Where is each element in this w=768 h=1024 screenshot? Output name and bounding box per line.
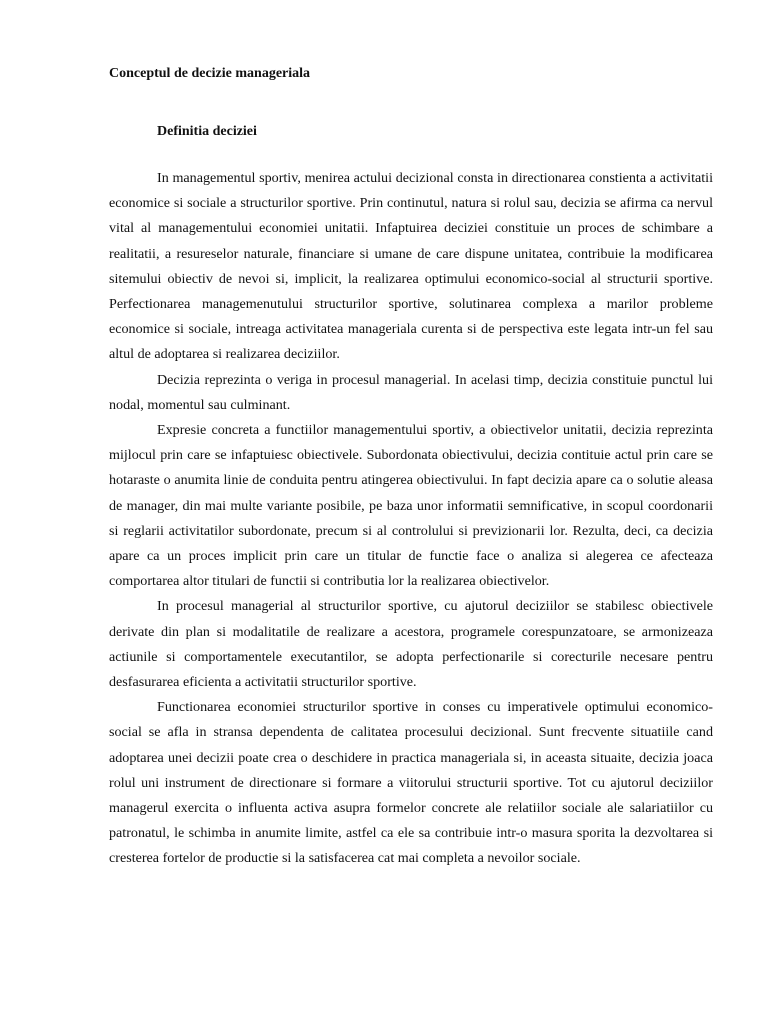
section-heading: Definitia deciziei — [157, 124, 257, 139]
paragraph: Expresie concreta a functiilor managementului sportiv, a obiectivelor unitatii, decizia reprezinta mijlocul prin care se infaptuiesc obiectivele. Subordonata obiectivului, decizia contituie actul prin care se hotaraste o anumita linie de conduita pentru atingerea obiectivului. In fapt decizia apare ca o solutie aleasa de manager, din mai multe variante posibile, pe baza unor informatii semnificative, in scopul coordonarii si reglarii activitatilor subordonate, precum si al controlului si previzionarii lor. Rezulta, deci, ca decizia apare ca un proces implicit prin care un titular de functie face o analiza si alegerea ce afecteaza comportarea altor titulari de functii si contributia lor la realizarea obiectivelor. — [109, 422, 713, 590]
paragraph: Functionarea economiei structurilor sportive in conses cu imperativele optimului economico-social se afla in stransa dependenta de calitatea procesului decizional. Sunt frecvente situatiile cand adoptarea unei decizii poate crea o deschidere in practica manageriala si, in aceasta situaite, decizia joaca rolul uni instrument de directionare si formare a viitorului structurii sportive. Tot cu ajutorul deciziilor managerul exercita o influenta activa asupra formelor concrete ale relatiilor sociale ale salariatiilor cu patronatul, le schimba in anumite limite, astfel ca ele sa contribuie intr-o masura sporita la dezvoltarea si cresterea fortelor de productie si la satisfacerea cat mai completa a nevoilor sociale. — [109, 699, 713, 867]
document-title: Conceptul de decizie manageriala — [109, 66, 311, 81]
paragraph: In managementul sportiv, menirea actului decizional consta in directionarea constienta a activitatii economice si sociale a structurilor sportive. Prin continutul, natura si rolul sau, decizia se afirma ca nervul vital al managementului economiei unitatii. Infaptuirea deciziei constituie un proces de schimbare a realitatii, a resureselor naturale, financiare si umane de care dispune unitatea, contribuie la modificarea sitemului obiectiv de nevoi si, implicit, la realizarea optimului economico-social al structurii sportive. Perfectionarea managemenutului structurilor sportive, solutinarea complexa a marilor probleme economice si sociale, intreaga activitatea manageriala curenta si de perspectiva este legata intr-un fel sau altul de adoptarea si realizarea deciziilor. — [109, 170, 713, 363]
paragraph: Decizia reprezinta o veriga in procesul managerial. In acelasi timp, decizia constituie punctul lui nodal, momentul sau culminant. — [109, 371, 713, 413]
document-body — [109, 166, 713, 872]
paragraph: In procesul managerial al structurilor sportive, cu ajutorul deciziilor se stabilesc obiectivele derivate din plan si modalitatile de realizare a acestora, programele corespunzatoare, se armonizeaza actiunile si comportamentele executantilor, se adopta perfectionarile si corecturile necesare pentru desfasurarea eficienta a activitatii structurilor sportive. — [109, 598, 713, 691]
